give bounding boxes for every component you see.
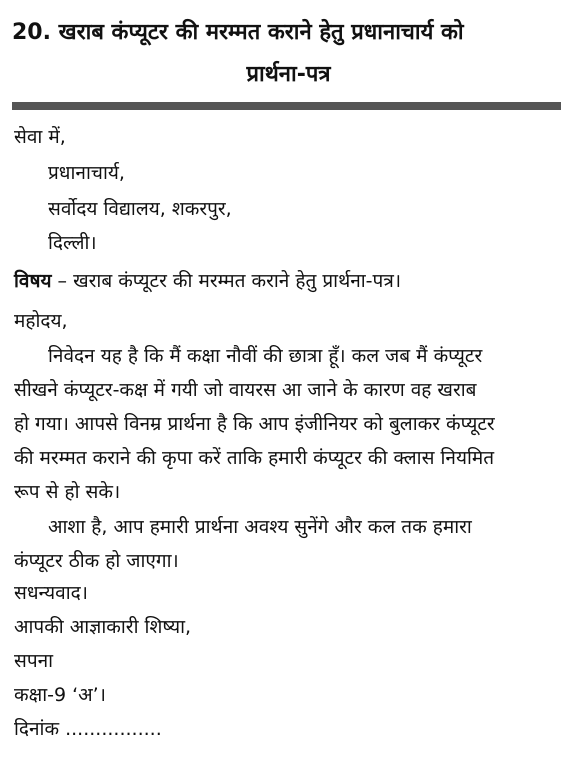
greeting: महोदय, [14, 310, 68, 332]
address-school: सर्वोदय विद्यालय, शकरपुर, [48, 198, 232, 220]
body-para1-line1: निवेदन यह है कि मैं कक्षा नौवीं की छात्रा हूँ। कल जब मैं कंप्यूटर [48, 345, 483, 367]
body-para1-line4: की मरम्मत कराने की कृपा करें ताकि हमारी कंप्यूटर की क्लास नियमित [14, 447, 495, 469]
body-para2-line1: आशा है, आप हमारी प्रार्थना अवश्य सुनेंगे और कल तक हमारा [48, 516, 472, 538]
body-para1-line3: हो गया। आपसे विनम्र प्रार्थना है कि आप इंजीनियर को बुलाकर कंप्यूटर [14, 413, 495, 435]
closing-regards: आपकी आज्ञाकारी शिष्या, [14, 616, 192, 638]
title-divider [12, 102, 561, 110]
letter-title-line-1: 20. खराब कंप्यूटर की मरम्मत कराने हेतु प्रधानाचार्य को [12, 20, 464, 45]
sender-name: सपना [14, 650, 54, 672]
address-recipient: प्रधानाचार्य, [48, 162, 125, 184]
body-para1-line5: रूप से हो सके। [14, 481, 121, 503]
subject-line [14, 268, 401, 294]
subject-label: विषय [14, 270, 52, 292]
closing-thanks: सधन्यवाद। [14, 582, 88, 604]
subject-text: – खराब कंप्यूटर की मरम्मत कराने हेतु प्रार्थना-पत्र। [51, 270, 402, 292]
address-city: दिल्ली। [48, 232, 97, 254]
body-para2-line2: कंप्यूटर ठीक हो जाएगा। [14, 550, 179, 572]
letter-date: दिनांक ................ [14, 718, 162, 740]
address-to: सेवा में, [14, 126, 66, 148]
body-para1-line2: सीखने कंप्यूटर-कक्ष में गयी जो वायरस आ जाने के कारण वह खराब [14, 379, 477, 401]
sender-class: कक्षा-9 ‘अ’। [14, 684, 106, 706]
letter-title-line-2: प्रार्थना-पत्र [246, 62, 331, 87]
